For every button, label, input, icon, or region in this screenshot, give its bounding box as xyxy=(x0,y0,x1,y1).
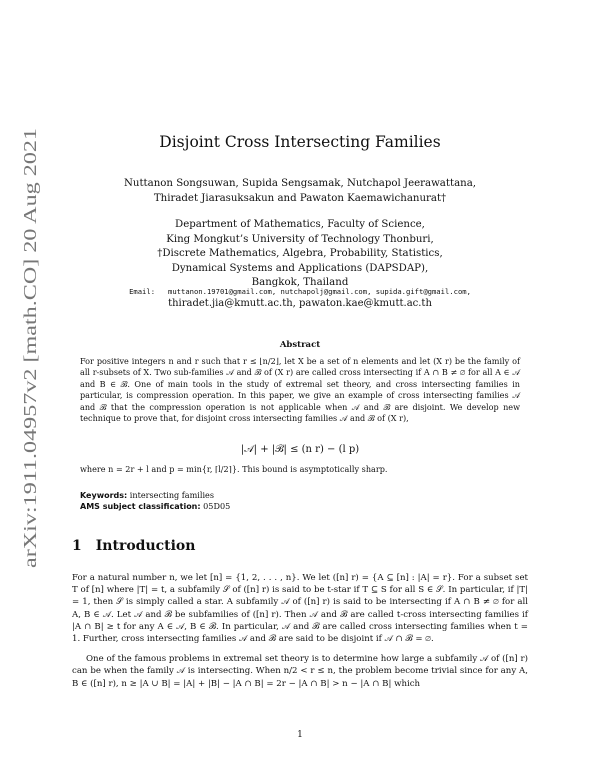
ams-value: 05D05 xyxy=(203,501,231,511)
section-title: Introduction xyxy=(95,538,196,554)
email-addresses: muttanon.19701@gmail.com, nutchapolj@gmail.com, supida.gift@gmail.com, xyxy=(168,287,471,296)
affiliation-line: Department of Mathematics, Faculty of Science, xyxy=(175,219,425,230)
abstract-conclusion: where n = 2r + l and p = min{r, ⌈l/2⌉}. This bound is asymptotically sharp. xyxy=(80,464,388,474)
abstract-formula xyxy=(0,433,600,463)
keywords-block xyxy=(80,490,230,512)
abstract-heading: Abstract xyxy=(279,340,321,350)
section-number: 1 xyxy=(72,538,82,554)
author-list xyxy=(0,176,600,206)
paper-title: Disjoint Cross Intersecting Families xyxy=(159,133,441,151)
email-label: Email: xyxy=(129,287,156,296)
keywords-value: intersecting families xyxy=(129,490,214,500)
ams-label: AMS subject classification: xyxy=(80,502,201,511)
keywords-label: Keywords: xyxy=(80,491,128,500)
abstract-body: For positive integers n and r such that r ≤ ⌊n/2⌋, let X be a set of n elements and let (X r) be the family of all r-subsets of X. Two sub-families 𝒜 and ℬ of (X r) are called cross intersecting if A ∩ B ≠ ∅ for all A ∈ 𝒜 and B ∈ ℬ. One of main tools in the study of extremal set theory, and cross intersecting families in particular, is compression operation. In this paper, we give an example of cross intersecting families 𝒜 and ℬ that the compression operation is not applicable when 𝒜 and ℬ are disjoint. We develop new technique to prove that, for disjoint cross intersecting families 𝒜 and ℬ of (X r), xyxy=(80,356,520,424)
email-line-2: thiradet.jia@kmutt.ac.th, pawaton.kae@kmutt.ac.th xyxy=(168,298,432,309)
affiliation-line: King Mongkut’s University of Technology Thonburi, xyxy=(166,233,434,245)
affiliation-line: †Discrete Mathematics, Algebra, Probability, Statistics, xyxy=(157,248,443,259)
page-number: 1 xyxy=(297,730,303,740)
affiliation-line: Bangkok, Thailand xyxy=(251,277,349,288)
arxiv-identifier: arXiv:1911.04957v2 [math.CO] 20 Aug 2021 xyxy=(20,248,40,568)
author-line-2: Thiradet Jiarasuksakun and Pawaton Kaemawichanurat† xyxy=(153,193,447,204)
intro-paragraph-2: One of the famous problems in extremal set theory is to determine how large a subfamily 𝒜 of ([n] r) can be when the family 𝒜 is intersecting. When n/2 < r ≤ n, the problem become trivial since for any A, B ∈ ([n] r), n ≥ |A ∪ B| = |A| + |B| − |A ∩ B| = 2r − |A ∩ B| > n − |A ∩ B| which xyxy=(72,654,528,689)
intro-paragraph-1: For a natural number n, we let [n] = {1, 2, . . . , n}. We let ([n] r) = {A ⊆ [n] : |A| = r}. For a subset set T of [n] where |T| = t, a subfamily 𝒮 of ([n] r) is said to be t-star if T ⊆ S for all S ∈ 𝒮. In particular, if |T| = 1, then 𝒮 is simply called a star. A subfamily 𝒜 of ([n] r) is said to be intersecting if A ∩ B ≠ ∅ for all A, B ∈ 𝒜. Let 𝒜 and ℬ be subfamilies of ([n] r). Then 𝒜 and ℬ are called t-cross intersecting families if |A ∩ B| ≥ t for any A ∈ 𝒜, B ∈ ℬ. In particular, 𝒜 and ℬ are called cross intersecting families when t = 1. Further, cross intersecting families 𝒜 and ℬ are said to be disjoint if 𝒜 ∩ ℬ = ∅. xyxy=(72,573,528,645)
section-heading xyxy=(72,538,195,554)
introduction-text xyxy=(72,572,528,690)
affiliation-line: Dynamical Systems and Applications (DAPSDAP), xyxy=(171,262,429,274)
formula-text: |𝒜| + |ℬ| ≤ (n r) − (l p) xyxy=(240,444,360,455)
affiliation-block xyxy=(0,218,600,291)
author-line-1: Nuttanon Songsuwan, Supida Sengsamak, Nutchapol Jeerawattana, xyxy=(123,178,477,189)
email-line-1 xyxy=(0,287,600,296)
